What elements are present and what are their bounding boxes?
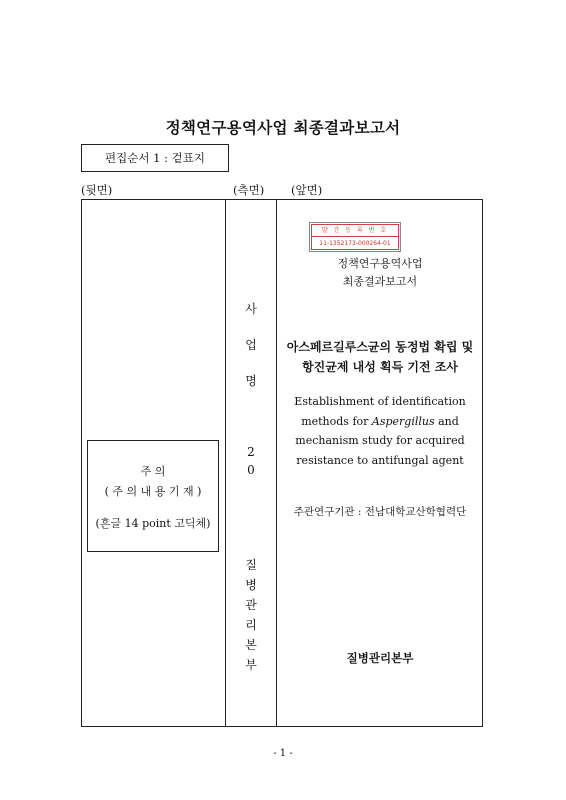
- spine-char: 명: [245, 374, 257, 388]
- notice-box: [87, 440, 219, 552]
- spine-char: 사: [245, 302, 257, 316]
- project-title-en: [280, 392, 480, 470]
- spine-year-char: 2: [247, 445, 255, 459]
- program-line-2: 최종결과보고서: [342, 275, 418, 288]
- page-number: - 1 -: [273, 748, 293, 759]
- stamp-number: 11-1352173-000264-01: [319, 240, 391, 247]
- program-line-1: 정책연구용역사업: [337, 257, 423, 270]
- header-back: (뒷면): [81, 183, 113, 197]
- program-title: [280, 255, 480, 291]
- stamp-label: 발 간 등 록 번 호: [312, 225, 398, 237]
- project-title-en-line-2: [280, 412, 480, 432]
- document-title: 정책연구용역사업 최종결과보고서: [165, 119, 401, 137]
- spine-org-char: 리: [245, 618, 257, 632]
- spine-org-char: 병: [245, 578, 257, 592]
- genus-name: Aspergillus: [371, 414, 435, 428]
- notice-subheading: ( 주 의 내 용 기 재 ): [104, 485, 202, 498]
- project-title-en-line-3: mechanism study for acquired: [295, 434, 465, 447]
- project-title-en-line-4: resistance to antifungal agent: [296, 453, 464, 467]
- divider-right: [276, 199, 277, 727]
- spine-year-char: 0: [247, 463, 255, 477]
- spine-org-char: 관: [245, 598, 257, 612]
- project-title-en-line-1: Establishment of identification: [294, 395, 466, 408]
- edit-order-box: 편집순서 1 : 겉표지: [81, 144, 229, 172]
- title-en-text: and: [434, 414, 459, 428]
- spine-org-char: 질: [245, 558, 257, 572]
- publisher: 질병관리본부: [346, 651, 414, 665]
- registration-stamp: [311, 224, 399, 250]
- notice-heading: 주 의: [140, 465, 166, 478]
- title-en-text: methods for: [301, 414, 372, 428]
- notice-font-spec: (흔글 14 point 고딕체): [95, 517, 211, 530]
- project-title-ko-line-2: 항진균제 내성 획득 기전 조사: [302, 360, 458, 374]
- lead-institution: 주관연구기관 : 전남대학교산학협력단: [293, 506, 467, 518]
- project-title-ko: [280, 337, 480, 377]
- project-title-ko-line-1: 아스페르길루스균의 동정법 확립 및: [286, 340, 474, 354]
- header-side: (측면): [233, 183, 265, 197]
- spine-char: 업: [245, 338, 257, 352]
- spine-org-char: 본: [245, 638, 257, 652]
- spine-org-char: 부: [245, 658, 257, 672]
- header-front: (앞면): [291, 183, 323, 197]
